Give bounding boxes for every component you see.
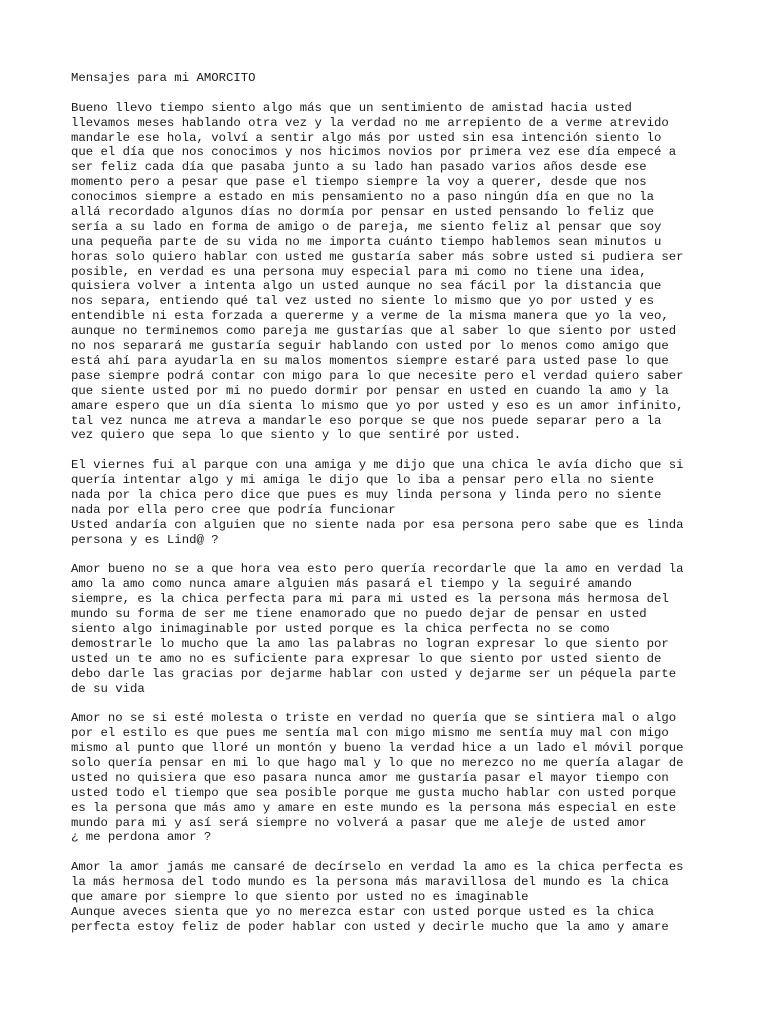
text-line: nos separa, entiendo qué tal vez usted no siente lo mismo que yo por usted y es (71, 294, 654, 309)
text-line: horas solo quiero hablar con usted me gustaría saber más sobre usted si pudiera ser (71, 249, 684, 264)
text-line: amare espero que un día sienta lo mismo que yo por usted y eso es un amor infinito, (71, 398, 684, 413)
paragraph (71, 101, 711, 443)
text-line: nada por la chica pero dice que pues es muy linda persona y linda pero no siente (71, 487, 662, 502)
text-line: pase siempre podrá contar con migo para lo que necesite pero el verdad quiero saber (71, 368, 684, 383)
text-line: conocimos siempre a estado en mis pensamiento no a paso ningún día en que no la (71, 190, 654, 205)
document-page (71, 71, 711, 950)
document-title: Mensajes para mi AMORCITO (71, 71, 256, 85)
text-line: aunque no terminemos como pareja me gustarías que al saber lo que siento por usted (71, 324, 677, 339)
text-line: persona y es Lind@ ? (71, 532, 219, 547)
text-line: sería a su lado en forma de amigo o de pareja, me siento feliz al pensar que soy (71, 219, 662, 234)
text-line: usted no quisiera que eso pasara nunca amor me gustaría pasar el mayor tiempo con (71, 770, 669, 785)
text-line: quería intentar algo y mi amiga le dijo que lo iba a pensar pero ella no siente (71, 473, 654, 488)
text-line: la más hermosa del todo mundo es la persona más maravillosa del mundo es la chica (71, 875, 669, 890)
text-line: quisiera volver a intenta algo un usted aunque no sea fácil por la distancia que (71, 279, 662, 294)
text-line: llevamos meses hablando otra vez y la verdad no me arrepiento de a verme atrevido (71, 115, 669, 130)
text-line: Amor la amor jamás me cansaré de decírselo en verdad la amo es la chica perfecta es (71, 860, 684, 875)
text-line: no nos separará me gustaría seguir hablando con usted por lo menos como amigo que (71, 339, 669, 354)
text-line: Bueno llevo tiempo siento algo más que un sentimiento de amistad hacia usted (71, 100, 632, 115)
text-line: El viernes fui al parque con una amiga y me dijo que una chica le avía dicho que si (71, 458, 684, 473)
text-line: Aunque aveces sienta que yo no merezca estar con usted porque usted es la chica (71, 904, 654, 919)
text-line: que el día que nos conocimos y nos hicimos novios por primera vez ese día empecé a (71, 145, 677, 160)
paragraph (71, 860, 711, 934)
text-line: una pequeña parte de su vida no me importa cuánto tiempo hablemos sean minutos u (71, 234, 662, 249)
text-line: siento algo inimaginable por usted porque es la chica perfecta no se como (71, 621, 610, 636)
text-line: debo darle las gracias por dejarme hablar con usted y dejarme ser un péquela parte (71, 666, 677, 681)
text-line: Amor bueno no se a que hora vea esto pero quería recordarle que la amo en verdad la (71, 562, 684, 577)
text-line: solo quería pensar en mi lo que hago mal y lo que no merezco no me quería alagar de (71, 755, 684, 770)
text-line: entendible ni esta forzada a quererme y a verme de la misma manera que yo la veo, (71, 309, 669, 324)
document-body (71, 101, 711, 935)
text-line: vez quiero que sepa lo que siento y lo que sentiré por usted. (71, 428, 522, 443)
text-line: momento pero a pesar que pase el tiempo siempre la voy a querer, desde que nos (71, 175, 647, 190)
text-line: que amare por siempre lo que siento por usted no es imaginable (71, 890, 529, 904)
text-line: siempre, es la chica perfecta para mi para mi usted es la persona más hermosa del (71, 592, 669, 607)
text-line: amo la amo como nunca amare alguien más pasará el tiempo y la seguiré amando (71, 577, 632, 592)
text-line: usted un te amo no es suficiente para expresar lo que siento por usted siento de (71, 651, 662, 666)
text-line: mandarle ese hola, volví a sentir algo más por usted sin esa intención siento lo (71, 130, 662, 145)
text-line: usted todo el tiempo que sea posible porque me gusta mucho hablar con usted porque (71, 785, 677, 800)
text-line: ¿ me perdona amor ? (71, 830, 212, 845)
text-line: demostrarle lo mucho que la amo las palabras no logran expresar lo que siento por (71, 636, 669, 651)
text-line: tal vez nunca me atreva a mandarle eso porque se que nos puede separar pero a la (71, 413, 662, 428)
text-line: mundo para mi y así será siempre no volverá a pasar que me aleje de usted amor (71, 815, 647, 830)
text-line: mismo al punto que lloré un montón y bueno la verdad hice a un lado el móvil porque (71, 741, 684, 756)
paragraph (71, 458, 711, 547)
text-line: posible, en verdad es una persona muy especial para mi como no tiene una idea, (71, 264, 647, 279)
text-line: de su vida (71, 681, 145, 696)
text-line: está ahí para ayudarla en su malos momentos siempre estaré para usted pase lo que (71, 353, 669, 368)
text-line: por el estilo es que pues me sentía mal con migo mismo me sentía muy mal con migo (71, 726, 669, 741)
paragraph (71, 711, 711, 845)
text-line: Usted andaría con alguien que no siente nada por esa persona pero sabe que es linda (71, 517, 684, 532)
text-line: ser feliz cada día que pasaba junto a su lado han pasado varios años desde ese (71, 160, 647, 175)
text-line: nada por ella pero cree que podría funcionar (71, 502, 396, 517)
paragraph (71, 562, 711, 696)
text-line: perfecta estoy feliz de poder hablar con usted y decirle mucho que la amo y amare (71, 919, 669, 934)
text-line: Amor no se si esté molesta o triste en verdad no quería que se sintiera mal o algo (71, 711, 677, 726)
text-line: allá recordado algunos días no dormía por pensar en usted pensando lo feliz que (71, 205, 654, 220)
text-line: es la persona que más amo y amare en este mundo es la persona más especial en este (71, 800, 677, 815)
text-line: que siente usted por mi no puedo dormir por pensar en usted en cuando la amo y la (71, 383, 669, 398)
text-line: mundo su forma de ser me tiene enamorado que no puedo dejar de pensar en usted (71, 607, 647, 622)
